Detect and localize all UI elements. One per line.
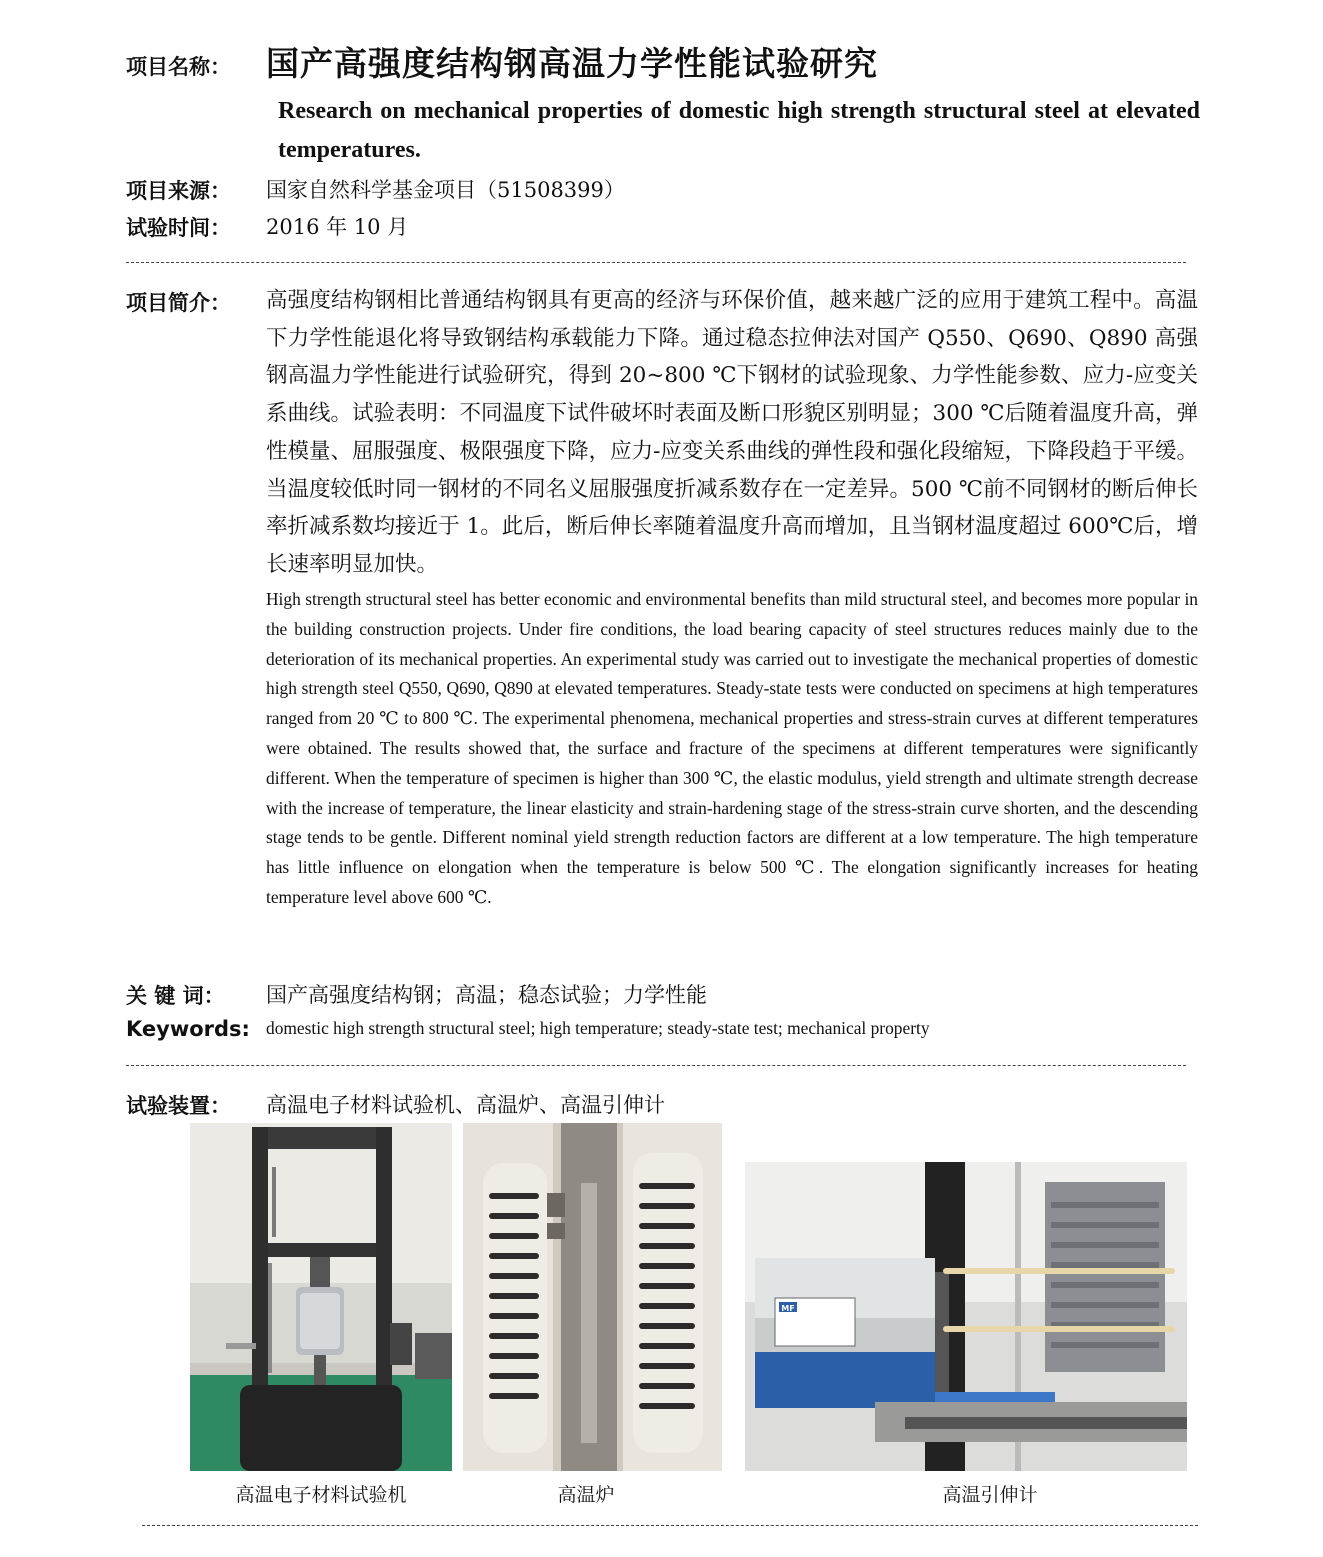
- keywords-en-label: Keywords:: [126, 1017, 250, 1041]
- photo-testing-machine: [190, 1123, 452, 1471]
- project-source-label: 项目来源：: [126, 179, 231, 203]
- caption-furnace: 高温炉: [557, 1484, 615, 1506]
- keywords-cn-value: 国产高强度结构钢；高温；稳态试验；力学性能: [266, 983, 707, 1007]
- test-time-label: 试验时间：: [126, 216, 231, 240]
- furnace-illustration: [463, 1123, 722, 1471]
- test-time-value: 2016 年 10 月: [266, 215, 409, 239]
- separator-2: [126, 1065, 1186, 1066]
- extensometer-badge: MF: [781, 1304, 795, 1313]
- photo-furnace: [463, 1123, 722, 1471]
- extensometer-illustration: [745, 1162, 1187, 1471]
- introduction-label: 项目简介：: [126, 291, 231, 315]
- project-source-value: 国家自然科学基金项目（51508399）: [266, 178, 625, 202]
- caption-testing-machine: 高温电子材料试验机: [235, 1484, 407, 1506]
- introduction-text-en: High strength structural steel has better economic and environmental benefits than mild structural steel, and becomes more popular in the building construction projects. Under fire conditions, the load bearing capacity of steel structures reduces mainly due to the deterioration of its mechanical properties. An experimental study was carried out to investigate the mechanical properties of domestic high strength steel Q550, Q690, Q890 at elevated temperatures. Steady-state tests were conducted on specimens at high temperatures ranged from 20 ℃ to 800 ℃. The experimental phenomena, mechanical properties and stress-strain curves at different temperatures were obtained. The results showed that, the surface and fracture of the specimens at different temperatures were significantly different. When the temperature of specimen is higher than 300 ℃, the elastic modulus, yield strength and ultimate strength decrease with the increase of temperature, the linear elasticity and strain-hardening stage of the stress-strain curve shorten, and the descending stage tends to be gentle. Different nominal yield strength reduction factors are different at a low temperature. The high temperature has little influence on elongation when the temperature is below 500 ℃. The elongation significantly increases for heating temperature level above 600 ℃.: [266, 589, 1198, 907]
- equipment-value: 高温电子材料试验机、高温炉、高温引伸计: [266, 1093, 665, 1117]
- introduction-text-cn: 高强度结构钢相比普通结构钢具有更高的经济与环保价值，越来越广泛的应用于建筑工程中。高温下力学性能退化将导致钢结构承载能力下降。通过稳态拉伸法对国产 Q550、Q690、Q890 高强钢高温力学性能进行试验研究，得到 20~800 ℃下钢材的试验现象、力学性能参数、应力-应变关系曲线。试验表明：不同温度下试件破坏时表面及断口形貌区别明显；300 ℃后随着温度升高，弹性模量、屈服强度、极限强度下降，应力-应变关系曲线的弹性段和强化段缩短，下降段趋于平缓。当温度较低时同一钢材的不同名义屈服强度折减系数存在一定差异。500 ℃前不同钢材的断后伸长率折减系数均接近于 1。此后，断后伸长率随着温度升高而增加，且当钢材温度超过 600℃后，增长速率明显加快。: [266, 288, 1198, 577]
- keywords-cn-label: 关 键 词：: [126, 984, 225, 1008]
- separator-1: [126, 262, 1186, 263]
- testing-machine-illustration: [190, 1123, 452, 1471]
- page-title-english: Research on mechanical properties of domestic high strength structural steel at elevated temperatures.: [278, 98, 1200, 163]
- keywords-en-value: domestic high strength structural steel; high temperature; steady-state test; mechanical property: [266, 1018, 930, 1038]
- separator-3: [142, 1525, 1198, 1526]
- page-title: 国产高强度结构钢高温力学性能试验研究: [266, 44, 878, 83]
- equipment-label: 试验装置：: [126, 1094, 231, 1118]
- project-name-label: 项目名称：: [126, 55, 231, 79]
- caption-extensometer: 高温引伸计: [942, 1484, 1038, 1506]
- photo-extensometer: [745, 1162, 1187, 1471]
